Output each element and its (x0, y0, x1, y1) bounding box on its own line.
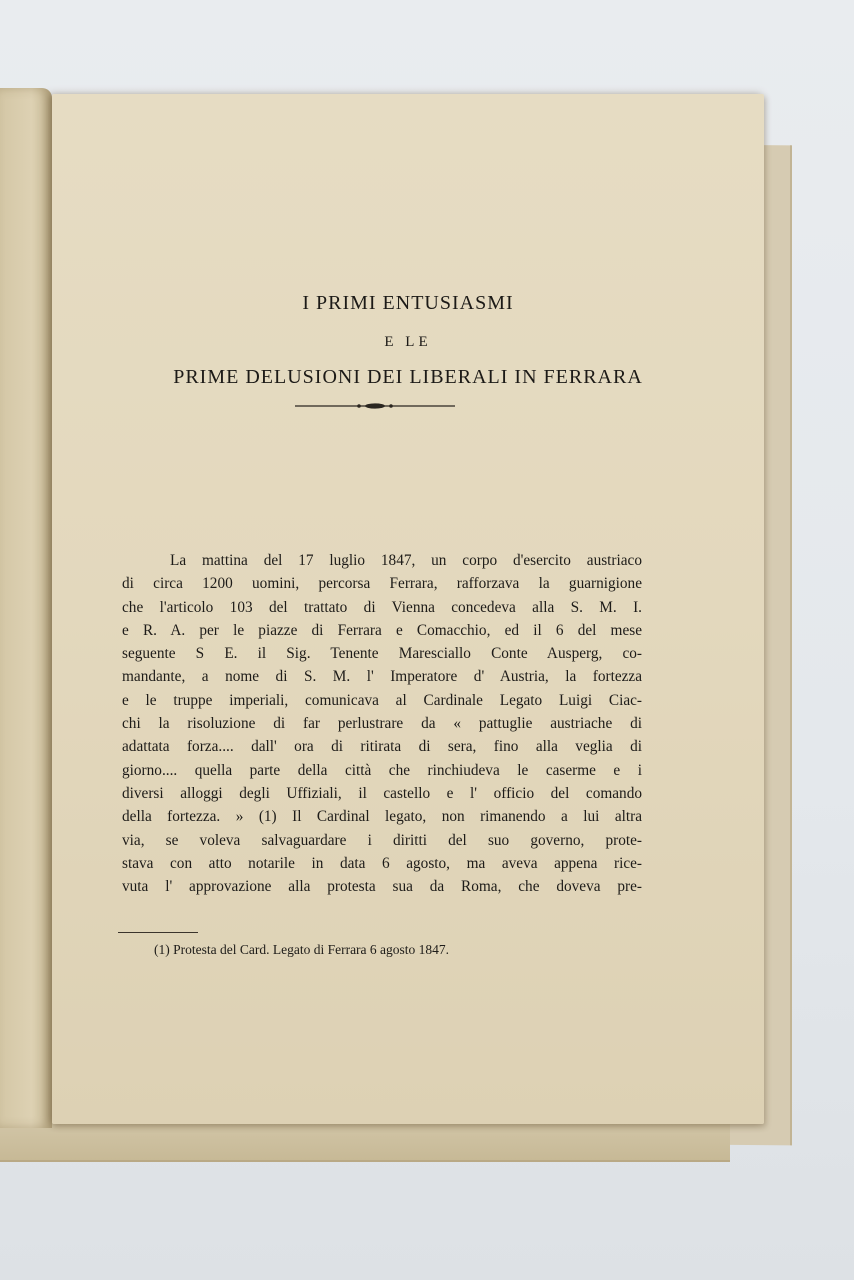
body-line: via, se voleva salvaguardare i diritti del suo governo, prote- (122, 831, 642, 849)
body-paragraph (122, 549, 642, 898)
footnote-rule (118, 932, 198, 933)
body-line: seguente S E. il Sig. Tenente Maresciallo Conte Ausperg, co- (122, 645, 642, 663)
ornamental-divider (295, 402, 455, 410)
body-line: chi la risoluzione di far perlustrare da « pattuglie austriache di (122, 715, 642, 733)
body-line: stava con atto notarile in data 6 agosto, ma aveva appena rice- (122, 854, 642, 872)
page-stack-bottom (0, 1120, 730, 1162)
body-line: e R. A. per le piazze di Ferrara e Comacchio, ed il 6 del mese (122, 621, 642, 639)
body-line: La mattina del 17 luglio 1847, un corpo d'esercito austriaco (170, 552, 642, 569)
body-line: adattata forza.... dall' ora di ritirata di sera, fino alla veglia di (122, 738, 642, 756)
left-page-edge (0, 88, 52, 1128)
body-line: diversi alloggi degli Uffiziali, il castello e l' officio del comando (122, 784, 642, 802)
body-line: di circa 1200 uomini, percorsa Ferrara, rafforzava la guarnigione (122, 575, 642, 593)
book-page (52, 94, 764, 1124)
body-line: che l'articolo 103 del trattato di Vienna concedeva alla S. M. I. (122, 598, 642, 616)
chapter-title-line-2: E LE (384, 334, 432, 350)
chapter-title-line-3: PRIME DELUSIONI DEI LIBERALI IN FERRARA (173, 366, 643, 388)
body-line: vuta l' approvazione alla protesta sua da Roma, che doveva pre- (122, 878, 642, 896)
chapter-title-line-1: I PRIMI ENTUSIASMI (302, 292, 514, 314)
footnote: (1) Protesta del Card. Legato di Ferrara 6 agosto 1847. (154, 942, 450, 957)
body-line: e le truppe imperiali, comunicava al Cardinale Legato Luigi Ciac- (122, 691, 642, 709)
body-line: della fortezza. » (1) Il Cardinal legato, non rimanendo a lui altra (122, 808, 642, 826)
body-line: giorno.... quella parte della città che rinchiudeva le caserme e i (122, 761, 642, 779)
body-line: mandante, a nome di S. M. l' Imperatore d' Austria, la fortezza (122, 668, 642, 686)
